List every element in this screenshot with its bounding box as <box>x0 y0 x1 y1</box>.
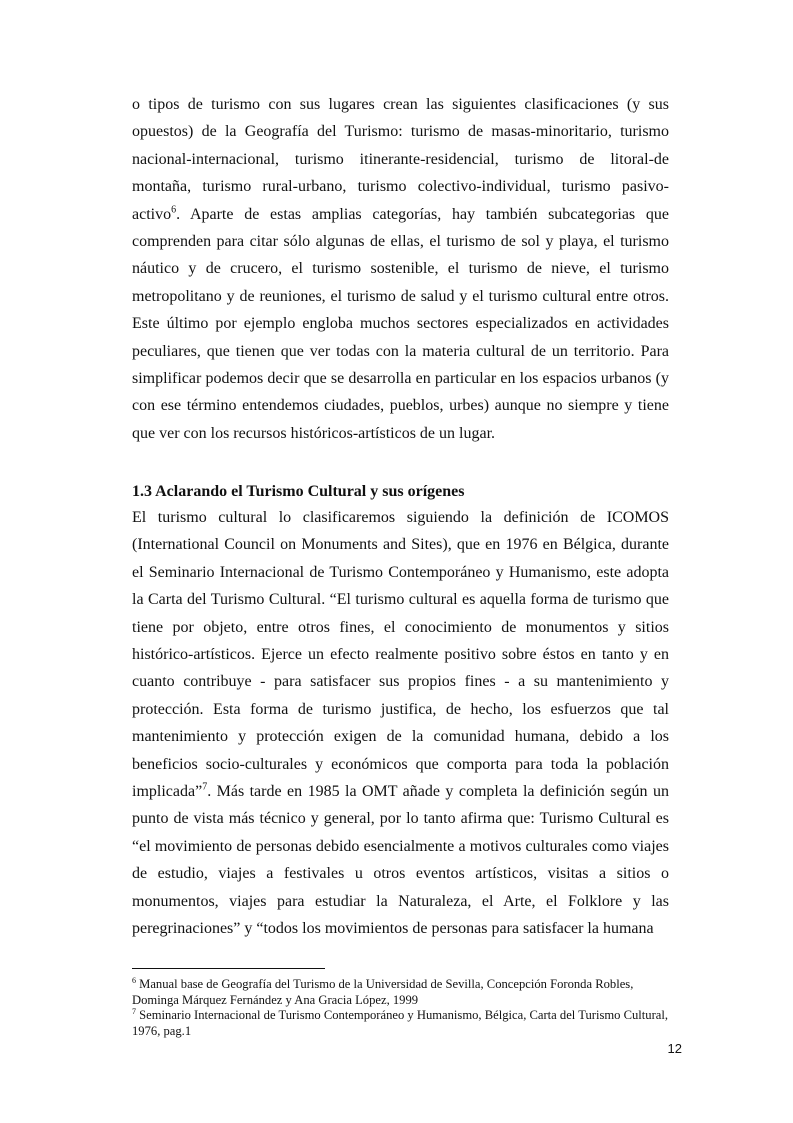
footnote-7-number: 7 <box>132 1006 136 1016</box>
paragraph-1-text-a: o tipos de turismo con sus lugares crean las siguientes clasificaciones (y sus opuestos) de la Geografía del Turismo: turismo de masas-minoritario, turismo nacional-internacional, turismo itinerante-residencial, turismo de litoral-de montaña, turismo rural-urbano, turismo colectivo-individual, turismo pasivo-activo <box>132 96 669 223</box>
footnote-ref-7: 7 <box>202 781 208 793</box>
body-paragraph-1 <box>132 91 669 447</box>
footnote-6-text: Manual base de Geografía del Turismo de la Universidad de Sevilla, Concepción Foronda Robles, Dominga Márquez Fernández y Ana Gracia López, 1999 <box>132 977 634 1007</box>
body-paragraph-2 <box>132 504 669 943</box>
section-heading: 1.3 Aclarando el Turismo Cultural y sus orígenes <box>132 483 465 500</box>
footnote-6-number: 6 <box>132 975 136 985</box>
footnote-6 <box>132 977 672 1008</box>
paragraph-2-text-b: . Más tarde en 1985 la OMT añade y completa la definición según un punto de vista más técnico y general, por lo tanto afirma que: Turismo Cultural es “el movimiento de personas debido esencialmente a motivos culturales como viajes de estudio, viajes a festivales u otros eventos artísticos, visitas a sitios o monumentos, viajes para estudiar la Naturaleza, el Arte, el Folklore y las peregrinaciones” y “todos los movimientos de personas para satisfacer la humana <box>132 783 669 938</box>
paragraph-2-text-a: El turismo cultural lo clasificaremos siguiendo la definición de ICOMOS (International Council on Monuments and Sites), que en 1976 en Bélgica, durante el Seminario Internacional de Turismo Contemporáneo y Humanismo, este adopta la Carta del Turismo Cultural. “El turismo cultural es aquella forma de turismo que tiene por objeto, entre otros fines, el conocimiento de monumentos y sitios histórico-artísticos. Ejerce un efecto realmente positivo sobre éstos en tanto y en cuanto contribuye - para satisfacer sus propios fines - a su mantenimiento y protección. Esta forma de turismo justifica, de hecho, los esfuerzos que tal mantenimiento y protección exigen de la comunidad humana, debido a los beneficios socio-culturales y económicos que comporta para toda la población implicada” <box>132 509 669 801</box>
footnote-7 <box>132 1008 672 1039</box>
footnote-separator <box>132 968 325 969</box>
footnote-7-text: Seminario Internacional de Turismo Contemporáneo y Humanismo, Bélgica, Carta del Turismo Cultural, 1976, pag.1 <box>132 1008 669 1038</box>
paragraph-1-text-b: . Aparte de estas amplias categorías, hay también subcategorias que comprenden para citar sólo algunas de ellas, el turismo de sol y playa, el turismo náutico y de crucero, el turismo sostenible, el turismo de nieve, el turismo metropolitano y de reuniones, el turismo de salud y el turismo cultural entre otros. Este último por ejemplo engloba muchos sectores especializados en actividades peculiares, que tienen que ver todas con la materia cultural de un territorio. Para simplificar podemos decir que se desarrolla en particular en los espacios urbanos (y con ese término entendemos ciudades, pueblos, urbes) aunque no siempre y tiene que ver con los recursos históricos-artísticos de un lugar. <box>132 205 669 442</box>
page-number: 12 <box>667 1041 682 1056</box>
footnote-ref-6: 6 <box>171 204 177 216</box>
